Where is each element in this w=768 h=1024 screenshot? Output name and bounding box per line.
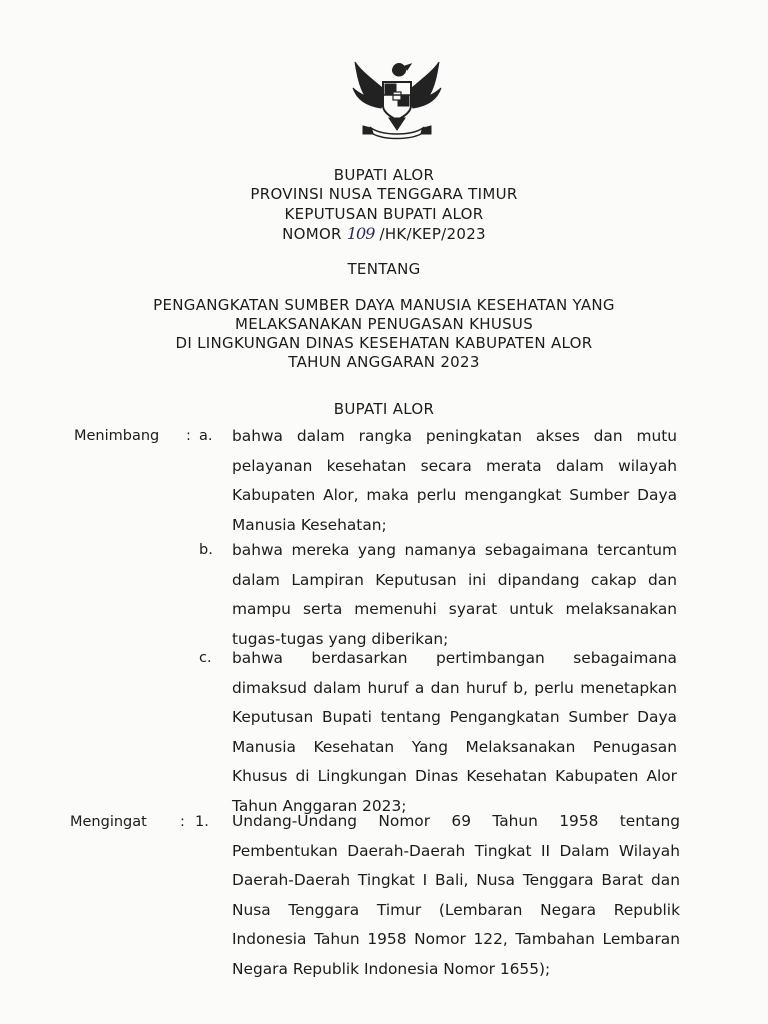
menimbang-marker-b: b. <box>199 542 213 558</box>
header-line-1: BUPATI ALOR <box>333 166 435 184</box>
menimbang-item-a: bahwa dalam rangka peningkatan akses dan mutu pelayanan kesehatan secara merata dalam wilayah Kabupaten Alor, maka perlu mengangkat Sumber Daya Manusia Kesehatan; <box>232 427 677 534</box>
menimbang-colon: : <box>186 428 191 444</box>
header-line-2: PROVINSI NUSA TENGGARA TIMUR <box>250 185 518 203</box>
menimbang-label: Menimbang <box>74 428 160 444</box>
mengingat-item-1: Undang-Undang Nomor 69 Tahun 1958 tentang Pembentukan Daerah-Daerah Tingkat II Dalam Wilayah Daerah-Daerah Tingkat I Bali, Nusa Tenggara Barat dan Nusa Tenggara Timur (Lembaran Negara Republik Indonesia Tahun 1958 Nomor 122, Tambahan Lembaran Negara Republik Indonesia Nomor 1655); <box>232 812 680 978</box>
nomor-suffix: /HK/KEP/2023 <box>379 225 486 243</box>
subject-line-1: PENGANGKATAN SUMBER DAYA MANUSIA KESEHATAN YANG <box>153 296 615 314</box>
mengingat-colon: : <box>180 814 185 830</box>
mengingat-label: Mengingat <box>70 814 147 830</box>
header-line-3: KEPUTUSAN BUPATI ALOR <box>284 205 484 223</box>
subject-line-3: DI LINGKUNGAN DINAS KESEHATAN KABUPATEN ALOR <box>175 334 593 352</box>
menimbang-item-b: bahwa mereka yang namanya sebagaimana tercantum dalam Lampiran Keputusan ini dipandang cakap dan mampu serta memenuhi syarat untuk melaksanakan tugas-tugas yang diberikan; <box>232 541 677 648</box>
mengingat-marker-1: 1. <box>195 814 209 830</box>
garuda-emblem-icon <box>349 54 445 140</box>
nomor-handwritten: 109 <box>346 224 375 243</box>
nomor-prefix: NOMOR <box>282 225 342 243</box>
menimbang-marker-c: c. <box>199 650 212 666</box>
header-nomor <box>0 224 768 243</box>
menimbang-item-c: bahwa berdasarkan pertimbangan sebagaimana dimaksud dalam huruf a dan huruf b, perlu menetapkan Keputusan Bupati tentang Pengangkatan Sumber Daya Manusia Kesehatan Yang Melaksanakan Penugasan Khusus di Lingkungan Dinas Kesehatan Kabupaten Alor Tahun Anggaran 2023; <box>232 649 677 815</box>
menimbang-marker-a: a. <box>199 428 213 444</box>
subject-line-4: TAHUN ANGGARAN 2023 <box>288 353 480 371</box>
authority-heading: BUPATI ALOR <box>333 400 435 418</box>
tentang-heading: TENTANG <box>347 260 421 278</box>
subject-line-2: MELAKSANAKAN PENUGASAN KHUSUS <box>234 315 534 333</box>
